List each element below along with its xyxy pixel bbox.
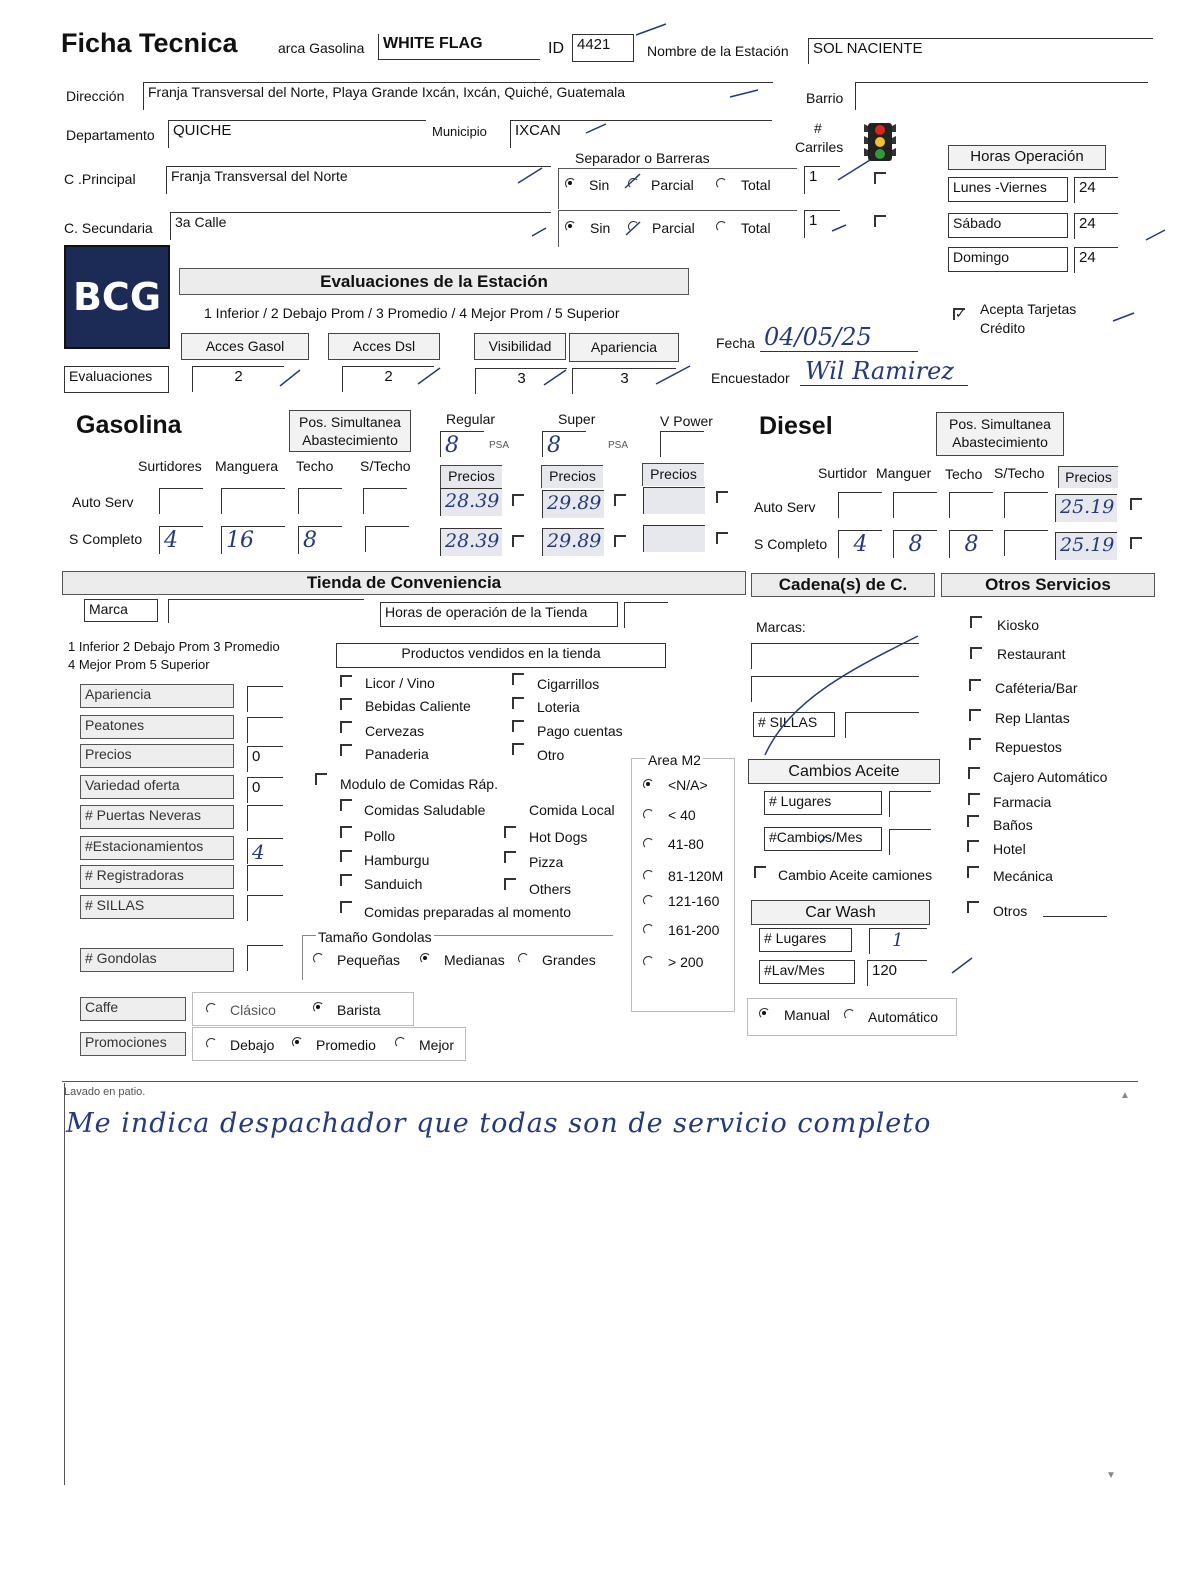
cw-lugares-label: # Lugares	[759, 928, 852, 952]
panaderia-label: Panaderia	[365, 746, 429, 762]
farmacia-label: Farmacia	[993, 794, 1052, 810]
cadena-header: Cadena(s) de C.	[751, 573, 935, 597]
area-gt200-label: > 200	[668, 954, 704, 970]
total-label: Total	[741, 177, 771, 193]
comidas-saludable-label: Comidas Saludable	[364, 802, 486, 818]
kiosko-label: Kiosko	[997, 617, 1040, 633]
manual-label: Manual	[784, 1007, 830, 1023]
cadena-sillas-label: # SILLAS	[753, 712, 835, 737]
rating-precios-label: Precios	[80, 744, 234, 768]
rating-variedad-field[interactable]: 0	[247, 777, 283, 803]
cafeteria-label: Caféteria/Bar	[995, 680, 1078, 696]
otros-label: Otros	[993, 903, 1028, 919]
diesel-surtidor-header: Surtidor	[818, 465, 868, 481]
fecha-label: Fecha	[716, 335, 755, 351]
horas-sabado-label: Sábado	[948, 213, 1068, 238]
tienda-scale-line1: 1 Inferior 2 Debajo Prom 3 Promedio	[68, 639, 280, 654]
id-field[interactable]: 4421	[572, 34, 634, 62]
notes-text[interactable]: Me indica despachador que todas son de servicio completo	[66, 1108, 932, 1139]
rating-peatones-label: Peatones	[80, 715, 234, 739]
diesel-sc-techo: 8	[964, 532, 979, 557]
cambio-camiones-label: Cambio Aceite camiones	[778, 867, 933, 883]
caffe-label: Caffe	[80, 997, 186, 1021]
marca-gasolina-field[interactable]: WHITE FLAG	[378, 34, 540, 60]
hamburgu-label: Hamburgu	[364, 852, 430, 868]
gas-sc-regular-price: 28.39	[445, 530, 500, 552]
area-81-120-label: 81-120M	[668, 868, 724, 884]
promedio-label: Promedio	[316, 1037, 376, 1053]
carriles-label: Carriles	[795, 139, 844, 155]
puertas-neveras-label: # Puertas Neveras	[80, 805, 234, 829]
promociones-label: Promociones	[80, 1032, 186, 1056]
diesel-title: Diesel	[759, 412, 833, 440]
cigarrillos-label: Cigarrillos	[537, 676, 600, 692]
sin-label: Sin	[589, 177, 610, 193]
super-header: Super	[558, 411, 596, 427]
tienda-sillas-label: # SILLAS	[80, 895, 234, 919]
c-secundaria-field[interactable]: 3a Calle	[170, 212, 551, 240]
car-wash-header: Car Wash	[751, 900, 930, 925]
estacionamientos-value: 4	[252, 840, 265, 864]
diesel-sc-price: 25.19	[1060, 534, 1115, 556]
acces-dsl-field[interactable]: 2	[342, 366, 434, 392]
horas-sabado-field[interactable]: 24	[1074, 213, 1118, 239]
barrio-label: Barrio	[806, 90, 844, 106]
marca-gasolina-label: arca Gasolina	[278, 40, 365, 56]
repuestos-label: Repuestos	[995, 739, 1062, 755]
horas-domingo-label: Domingo	[948, 247, 1068, 272]
direccion-field[interactable]: Franja Transversal del Norte, Playa Grande Ixcán, Ixcán, Quiché, Guatemala	[143, 82, 773, 110]
regular-header: Regular	[446, 411, 496, 427]
diesel-s-completo-label: S Completo	[754, 536, 828, 552]
banos-label: Baños	[993, 817, 1033, 833]
area-121-160-label: 121-160	[668, 893, 720, 909]
regular-psa-label: PSA	[489, 440, 510, 451]
diesel-s-techo-header: S/Techo	[994, 465, 1045, 481]
acces-gasol-field[interactable]: 2	[192, 366, 284, 392]
hot-dogs-label: Hot Dogs	[529, 829, 588, 845]
check-icon: ✓	[955, 306, 966, 321]
pequenas-label: Pequeñas	[337, 952, 401, 968]
diesel-manguera-header: Manguer	[876, 465, 932, 481]
page-title: Ficha Tecnica	[61, 28, 238, 58]
gas-auto-super-price: 29.89	[547, 492, 602, 514]
bebidas-label: Bebidas Caliente	[365, 698, 471, 714]
rating-variedad-label: Variedad oferta	[80, 775, 234, 799]
tienda-marca-label: Marca	[84, 599, 158, 622]
diesel-precios-header: Precios	[1058, 466, 1118, 488]
tienda-header: Tienda de Conveniencia	[62, 571, 746, 595]
gas-sc-techo: 8	[303, 528, 317, 553]
c-principal-label: C .Principal	[64, 171, 136, 187]
area-m2-title: Area M2	[648, 752, 701, 768]
restaurant-label: Restaurant	[997, 646, 1066, 662]
super-pos-value: 8	[547, 433, 561, 457]
others-label: Others	[529, 881, 572, 897]
cambios-mes-label: #Cambios/Mes	[764, 827, 882, 851]
diesel-techo-header: Techo	[945, 466, 983, 482]
carriles-row2-field[interactable]: 1	[804, 210, 840, 238]
fecha-field[interactable]: 04/05/25	[764, 323, 872, 351]
sin-label: Sin	[590, 220, 611, 236]
lugares-label: # Lugares	[764, 791, 882, 815]
id-label: ID	[548, 40, 564, 57]
estacionamientos-label: #Estacionamientos	[80, 836, 234, 860]
direccion-label: Dirección	[66, 88, 125, 104]
carriles-row1-field[interactable]: 1	[804, 166, 840, 194]
municipio-label: Municipio	[432, 124, 487, 139]
pos-line2: Abastecimiento	[952, 434, 1048, 450]
encuestador-field[interactable]: Wil Ramirez	[805, 357, 954, 385]
area-lt40-label: < 40	[668, 807, 696, 823]
lav-mes-field[interactable]: 120	[867, 960, 927, 986]
licor-label: Licor / Vino	[365, 675, 435, 691]
acepta-tarjetas-label: Acepta Tarjetas	[980, 301, 1077, 317]
vpower-header: V Power	[660, 413, 713, 429]
regular-pos-value: 8	[445, 433, 459, 457]
evaluaciones-header: Evaluaciones de la Estación	[179, 268, 689, 295]
gas-sc-surtidores: 4	[164, 528, 178, 553]
rep-llantas-label: Rep Llantas	[995, 710, 1070, 726]
horas-lunes-label: Lunes -Viernes	[948, 177, 1068, 202]
registradoras-label: # Registradoras	[80, 865, 234, 889]
hotel-label: Hotel	[993, 841, 1026, 857]
carriles-hash: #	[814, 120, 822, 136]
super-precios-header: Precios	[541, 465, 603, 488]
horas-lunes-field[interactable]: 24	[1074, 177, 1118, 203]
productos-header: Productos vendidos en la tienda	[336, 643, 666, 668]
area-na-label: <N/A>	[668, 777, 708, 793]
gas-sc-super-price: 29.89	[547, 530, 602, 552]
scroll-up-icon[interactable]: ▲	[1120, 1090, 1130, 1101]
gas-s-completo-label: S Completo	[69, 531, 143, 547]
grandes-label: Grandes	[542, 952, 596, 968]
vpower-precios-header: Precios	[642, 463, 704, 486]
mecanica-label: Mecánica	[993, 868, 1053, 884]
clasico-label: Clásico	[230, 1002, 276, 1018]
otro-label: Otro	[537, 747, 565, 763]
logo-text: BCG	[72, 275, 162, 319]
visibilidad-label: Visibilidad	[474, 333, 566, 360]
c-principal-field[interactable]: Franja Transversal del Norte	[166, 166, 551, 194]
lav-mes-label: #Lav/Mes	[759, 960, 855, 984]
acces-gasol-label: Acces Gasol	[181, 333, 309, 360]
automatico-label: Automático	[868, 1009, 939, 1025]
debajo-label: Debajo	[230, 1037, 275, 1053]
gas-auto-regular-price: 28.39	[445, 490, 500, 512]
gas-auto-serv-label: Auto Serv	[72, 494, 134, 510]
otros-servicios-header: Otros Servicios	[941, 573, 1155, 597]
evaluaciones-scale: 1 Inferior / 2 Debajo Prom / 3 Promedio / 4 Mejor Prom / 5 Superior	[204, 305, 620, 321]
horas-operacion-header: Horas Operación	[948, 145, 1106, 170]
total-label: Total	[741, 220, 771, 236]
surtidores-header: Surtidores	[138, 458, 202, 474]
diesel-sc-surtidor: 4	[853, 532, 868, 557]
gondolas-size-title: Tamaño Gondolas	[318, 929, 432, 945]
manguera-header: Manguera	[215, 458, 279, 474]
modulo-comidas-label: Modulo de Comidas Ráp.	[340, 776, 498, 792]
pollo-label: Pollo	[364, 828, 396, 844]
regular-precios-header: Precios	[440, 465, 502, 488]
sanduich-label: Sanduich	[364, 876, 423, 892]
apariencia-label: Apariencia	[569, 333, 679, 362]
barista-label: Barista	[337, 1002, 381, 1018]
visibilidad-field[interactable]: 3	[475, 368, 567, 394]
cervezas-label: Cervezas	[365, 723, 425, 739]
departamento-field[interactable]: QUICHE	[168, 120, 426, 148]
comida-local-label: Comida Local	[529, 802, 615, 818]
horas-domingo-field[interactable]: 24	[1074, 247, 1118, 273]
diesel-auto-serv-label: Auto Serv	[754, 499, 816, 515]
rating-precios-field[interactable]: 0	[247, 746, 283, 772]
diesel-auto-price: 25.19	[1060, 496, 1115, 518]
departamento-label: Departamento	[66, 127, 155, 143]
scroll-down-icon[interactable]: ▼	[1106, 1470, 1116, 1481]
tienda-horas-label: Horas de operación de la Tienda	[380, 602, 618, 627]
pos-line1: Pos. Simultanea	[949, 416, 1051, 432]
gondolas-label: # Gondolas	[80, 948, 234, 972]
mejor-label: Mejor	[419, 1037, 455, 1053]
municipio-field[interactable]: IXCAN	[510, 120, 772, 148]
cajero-label: Cajero Automático	[993, 769, 1108, 785]
gasolina-title: Gasolina	[76, 411, 182, 439]
parcial-label: Parcial	[652, 220, 695, 236]
acepta-credito-label: Crédito	[980, 320, 1026, 336]
marcas-label: Marcas:	[756, 619, 806, 635]
techo-header: Techo	[296, 458, 334, 474]
loteria-label: Loteria	[537, 699, 580, 715]
tienda-scale-line2: 4 Mejor Prom 5 Superior	[68, 657, 210, 672]
station-name-field[interactable]: SOL NACIENTE	[808, 38, 1153, 64]
diesel-sc-manguera: 8	[908, 532, 923, 557]
encuestador-label: Encuestador	[711, 370, 790, 386]
parcial-label: Parcial	[651, 177, 694, 193]
acces-dsl-label: Acces Dsl	[328, 333, 440, 360]
gas-sc-manguera: 16	[226, 528, 254, 553]
area-41-80-label: 41-80	[668, 836, 704, 852]
separador-title: Separador o Barreras	[575, 150, 710, 166]
pos-line2: Abastecimiento	[302, 432, 398, 448]
super-psa-label: PSA	[608, 440, 629, 451]
notes-label: Lavado en patio.	[64, 1086, 146, 1098]
rating-apariencia-label: Apariencia	[80, 684, 234, 708]
pizza-label: Pizza	[529, 854, 564, 870]
comidas-preparadas-label: Comidas preparadas al momento	[364, 904, 571, 920]
evaluaciones-row-label: Evaluaciones	[64, 366, 169, 393]
area-161-200-label: 161-200	[668, 922, 720, 938]
cw-lugares-value: 1	[892, 930, 904, 951]
s-techo-header: S/Techo	[360, 458, 411, 474]
pago-cuentas-label: Pago cuentas	[537, 723, 623, 739]
cambios-aceite-header: Cambios Aceite	[748, 759, 940, 784]
apariencia-field[interactable]: 3	[572, 368, 676, 394]
pos-line1: Pos. Simultanea	[299, 414, 401, 430]
medianas-label: Medianas	[444, 952, 505, 968]
c-secundaria-label: C. Secundaria	[64, 220, 153, 236]
station-name-label: Nombre de la Estación	[647, 43, 789, 59]
